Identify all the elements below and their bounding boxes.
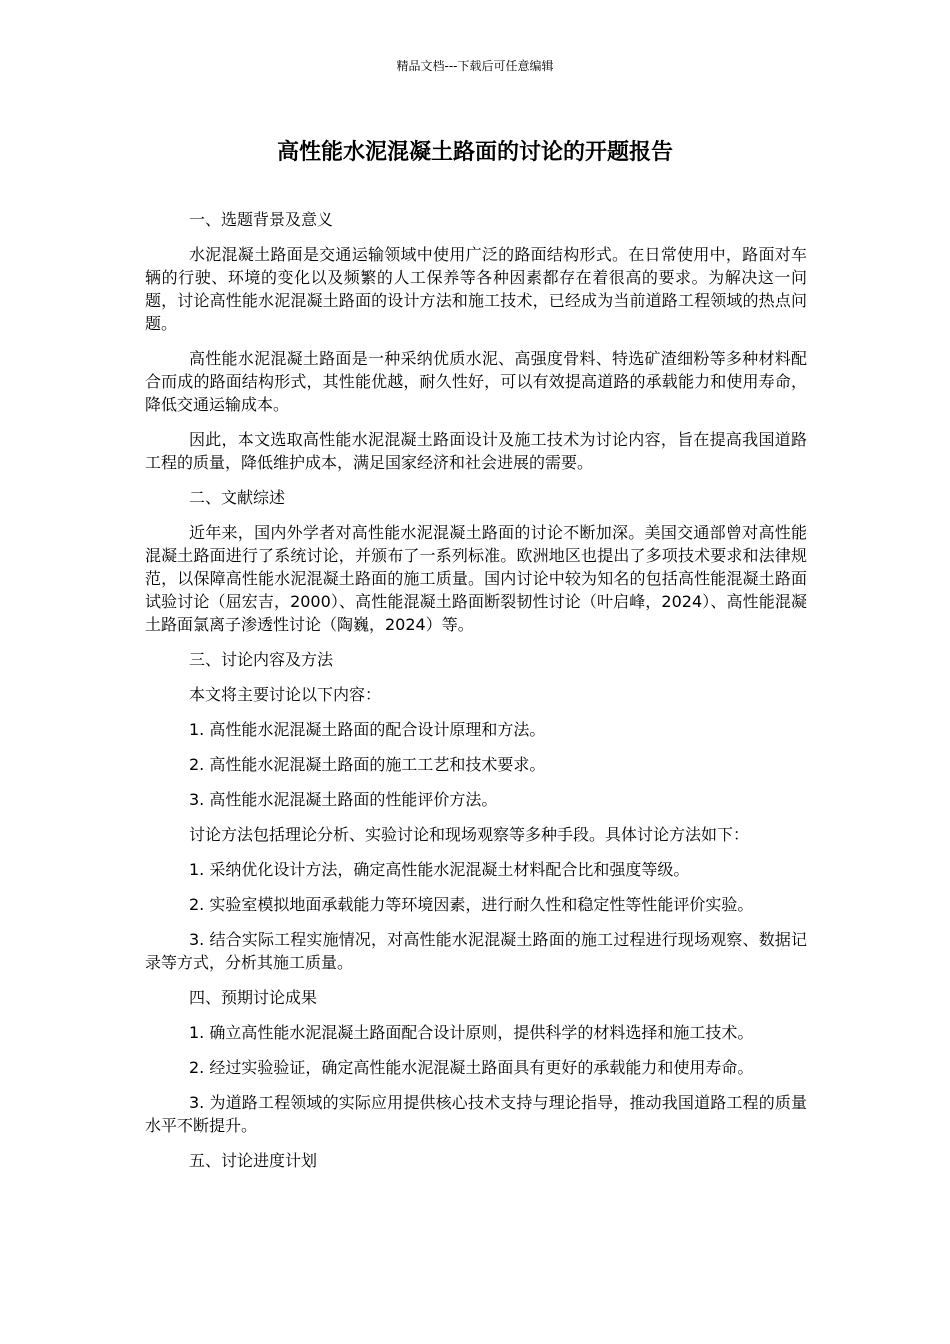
list-item: 3. 高性能水泥混凝土路面的性能评价方法。 — [189, 790, 498, 809]
document-body — [145, 208, 807, 1184]
paragraph: 因此，本文选取高性能水泥混凝土路面设计及施工技术为讨论内容，旨在提高我国道路工程的质量，降低维护成本，满足国家经济和社会进展的需要。 — [145, 430, 807, 472]
paragraph: 近年来，国内外学者对高性能水泥混凝土路面的讨论不断加深。美国交通部曾对高性能混凝土路面进行了系统讨论，并颁布了一系列标准。欧洲地区也提出了多项技术要求和法律规范，以保障高性能水泥混凝土路面的施工质量。国内讨论中较为知名的包括高性能混凝土路面试验讨论（屈宏吉，2000）、高性能混凝土路面断裂韧性讨论（叶启峰，2024）、高性能混凝土路面氯离子渗透性讨论（陶巍，2024）等。 — [145, 523, 807, 634]
list-item: 2. 实验室模拟地面承载能力等环境因素，进行耐久性和稳定性等性能评价实验。 — [189, 895, 754, 914]
section-heading-literature: 二、文献综述 — [189, 488, 286, 507]
list-item: 2. 经过实验验证，确定高性能水泥混凝土路面具有更好的承载能力和使用寿命。 — [189, 1058, 754, 1077]
list-item: 1. 确立高性能水泥混凝土路面配合设计原则，提供科学的材料选择和施工技术。 — [189, 1023, 754, 1042]
section-heading-background: 一、选题背景及意义 — [189, 210, 334, 229]
list-item: 1. 采纳优化设计方法，确定高性能水泥混凝土材料配合比和强度等级。 — [189, 860, 690, 879]
list-item: 1. 高性能水泥混凝土路面的配合设计原理和方法。 — [189, 720, 546, 739]
section-heading-expected-results: 四、预期讨论成果 — [189, 988, 318, 1007]
document-title: 高性能水泥混凝土路面的讨论的开题报告 — [276, 140, 673, 165]
paragraph: 本文将主要讨论以下内容： — [189, 685, 382, 704]
paragraph: 高性能水泥混凝土路面是一种采纳优质水泥、高强度骨料、特选矿渣细粉等多种材料配合而成的路面结构形式，其性能优越，耐久性好，可以有效提高道路的承载能力和使用寿命，降低交通运输成本。 — [145, 349, 807, 414]
paragraph: 讨论方法包括理论分析、实验讨论和现场观察等多种手段。具体讨论方法如下： — [189, 825, 750, 844]
header-note: 精品文档---下载后可任意编辑 — [396, 59, 554, 73]
list-item: 3. 为道路工程领域的实际应用提供核心技术支持与理论指导，推动我国道路工程的质量水平不断提升。 — [145, 1093, 807, 1135]
list-item: 2. 高性能水泥混凝土路面的施工工艺和技术要求。 — [189, 755, 546, 774]
list-item: 3. 结合实际工程实施情况，对高性能水泥混凝土路面的施工过程进行现场观察、数据记录等方式，分析其施工质量。 — [145, 930, 807, 972]
paragraph: 水泥混凝土路面是交通运输领域中使用广泛的路面结构形式。在日常使用中，路面对车辆的行驶、环境的变化以及频繁的人工保养等各种因素都存在着很高的要求。为解决这一问题，讨论高性能水泥混凝土路面的设计方法和施工技术，已经成为当前道路工程领域的热点问题。 — [145, 245, 807, 333]
section-heading-schedule: 五、讨论进度计划 — [189, 1151, 318, 1170]
section-heading-content-methods: 三、讨论内容及方法 — [189, 650, 334, 669]
